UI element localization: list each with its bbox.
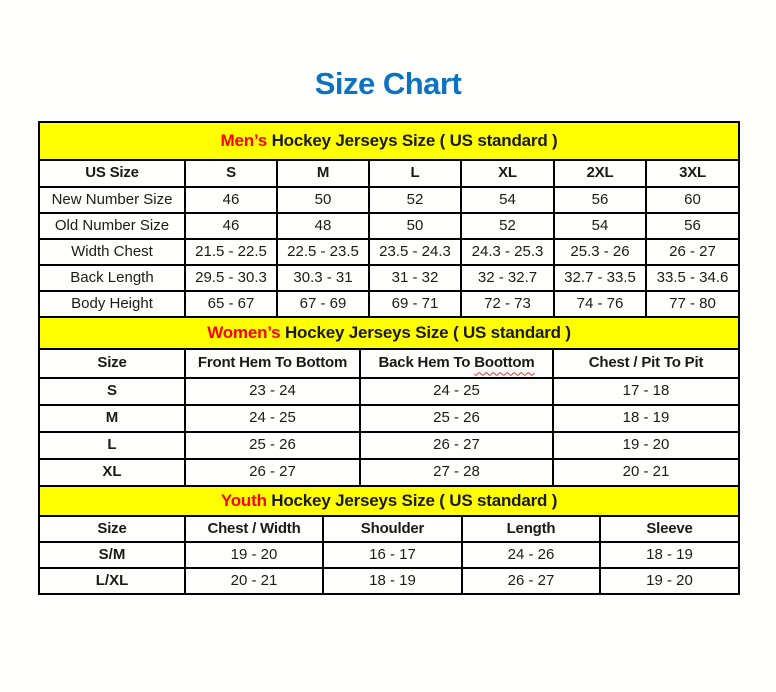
- size-value-cell: 19 - 20: [553, 432, 739, 459]
- size-value-cell: 16 - 17: [323, 542, 462, 568]
- row-label: L: [39, 432, 185, 459]
- column-header: Sleeve: [600, 516, 739, 542]
- column-header: [360, 349, 553, 378]
- table-row: [39, 265, 739, 291]
- column-header: Size: [39, 516, 185, 542]
- row-label: S/M: [39, 542, 185, 568]
- size-value-cell: 23.5 - 24.3: [369, 239, 461, 265]
- size-value-cell: 46: [185, 187, 277, 213]
- table-row: [39, 432, 739, 459]
- size-value-cell: 77 - 80: [646, 291, 739, 317]
- misspelled-word: Boottom: [474, 354, 535, 372]
- row-label: L/XL: [39, 568, 185, 594]
- row-label: Old Number Size: [39, 213, 185, 239]
- size-value-cell: 22.5 - 23.5: [277, 239, 369, 265]
- banner-highlight-youth: Youth: [220, 490, 267, 510]
- size-value-cell: 50: [277, 187, 369, 213]
- table-row: [39, 405, 739, 432]
- section-banner-youth: [39, 486, 739, 516]
- size-value-cell: 24 - 25: [185, 405, 360, 432]
- banner-highlight-mens: Men’s: [220, 130, 268, 150]
- size-value-cell: 56: [646, 213, 739, 239]
- size-value-cell: 67 - 69: [277, 291, 369, 317]
- size-value-cell: 54: [554, 213, 646, 239]
- column-header: Chest / Width: [185, 516, 323, 542]
- banner-rest-mens: Hockey Jerseys Size ( US standard ): [267, 130, 558, 150]
- table-row: [39, 187, 739, 213]
- section-banner-womens: [39, 317, 739, 349]
- size-value-cell: 46: [185, 213, 277, 239]
- size-value-cell: 18 - 19: [600, 542, 739, 568]
- womens-header-row: [39, 349, 739, 378]
- row-label: XL: [39, 459, 185, 486]
- mens-header-row: [39, 160, 739, 187]
- column-header: M: [277, 160, 369, 187]
- size-value-cell: 17 - 18: [553, 378, 739, 405]
- size-value-cell: 19 - 20: [185, 542, 323, 568]
- size-value-cell: 26 - 27: [185, 459, 360, 486]
- size-value-cell: 25.3 - 26: [554, 239, 646, 265]
- column-header: Length: [462, 516, 600, 542]
- size-value-cell: 18 - 19: [323, 568, 462, 594]
- table-row: [39, 568, 739, 594]
- youth-banner-row: [39, 486, 739, 516]
- size-value-cell: 26 - 27: [360, 432, 553, 459]
- size-value-cell: 31 - 32: [369, 265, 461, 291]
- table-row: [39, 239, 739, 265]
- column-header: L: [369, 160, 461, 187]
- column-header-text: Back Hem To: [378, 354, 475, 372]
- youth-size-table: [38, 485, 740, 595]
- size-value-cell: 20 - 21: [185, 568, 323, 594]
- column-header: 2XL: [554, 160, 646, 187]
- size-value-cell: 24 - 26: [462, 542, 600, 568]
- size-value-cell: 54: [461, 187, 554, 213]
- column-header: Size: [39, 349, 185, 378]
- column-header: XL: [461, 160, 554, 187]
- table-row: [39, 291, 739, 317]
- column-header: Chest / Pit To Pit: [553, 349, 739, 378]
- size-value-cell: 33.5 - 34.6: [646, 265, 739, 291]
- size-value-cell: 24.3 - 25.3: [461, 239, 554, 265]
- row-label: Body Height: [39, 291, 185, 317]
- size-value-cell: 48: [277, 213, 369, 239]
- size-value-cell: 56: [554, 187, 646, 213]
- banner-rest-womens: Hockey Jerseys Size ( US standard ): [280, 322, 571, 342]
- size-value-cell: 30.3 - 31: [277, 265, 369, 291]
- row-label: Back Length: [39, 265, 185, 291]
- size-value-cell: 29.5 - 30.3: [185, 265, 277, 291]
- mens-size-table: [38, 121, 740, 318]
- size-value-cell: 50: [369, 213, 461, 239]
- size-value-cell: 23 - 24: [185, 378, 360, 405]
- row-label: New Number Size: [39, 187, 185, 213]
- column-header: Shoulder: [323, 516, 462, 542]
- size-value-cell: 32 - 32.7: [461, 265, 554, 291]
- size-tables-container: [38, 121, 738, 595]
- womens-size-table: [38, 316, 740, 487]
- page-title: Size Chart: [314, 66, 462, 101]
- row-label: M: [39, 405, 185, 432]
- table-row: [39, 213, 739, 239]
- column-header: US Size: [39, 160, 185, 187]
- size-value-cell: 25 - 26: [185, 432, 360, 459]
- size-value-cell: 69 - 71: [369, 291, 461, 317]
- size-value-cell: 60: [646, 187, 739, 213]
- row-label: Width Chest: [39, 239, 185, 265]
- column-header: Front Hem To Bottom: [185, 349, 360, 378]
- womens-banner-row: [39, 317, 739, 349]
- size-value-cell: 65 - 67: [185, 291, 277, 317]
- size-value-cell: 27 - 28: [360, 459, 553, 486]
- row-label: S: [39, 378, 185, 405]
- table-row: [39, 459, 739, 486]
- size-value-cell: 20 - 21: [553, 459, 739, 486]
- size-value-cell: 52: [369, 187, 461, 213]
- size-value-cell: 74 - 76: [554, 291, 646, 317]
- size-value-cell: 24 - 25: [360, 378, 553, 405]
- size-value-cell: 26 - 27: [646, 239, 739, 265]
- size-value-cell: 18 - 19: [553, 405, 739, 432]
- size-value-cell: 21.5 - 22.5: [185, 239, 277, 265]
- size-value-cell: 32.7 - 33.5: [554, 265, 646, 291]
- size-value-cell: 26 - 27: [462, 568, 600, 594]
- size-value-cell: 25 - 26: [360, 405, 553, 432]
- banner-rest-youth: Hockey Jerseys Size ( US standard ): [266, 490, 558, 510]
- section-banner-mens: [39, 122, 739, 160]
- size-value-cell: 19 - 20: [600, 568, 739, 594]
- banner-highlight-womens: Women’s: [207, 322, 281, 342]
- table-row: [39, 542, 739, 568]
- size-value-cell: 72 - 73: [461, 291, 554, 317]
- youth-header-row: [39, 516, 739, 542]
- mens-banner-row: [39, 122, 739, 160]
- column-header: 3XL: [646, 160, 739, 187]
- column-header: S: [185, 160, 277, 187]
- size-value-cell: 52: [461, 213, 554, 239]
- table-row: [39, 378, 739, 405]
